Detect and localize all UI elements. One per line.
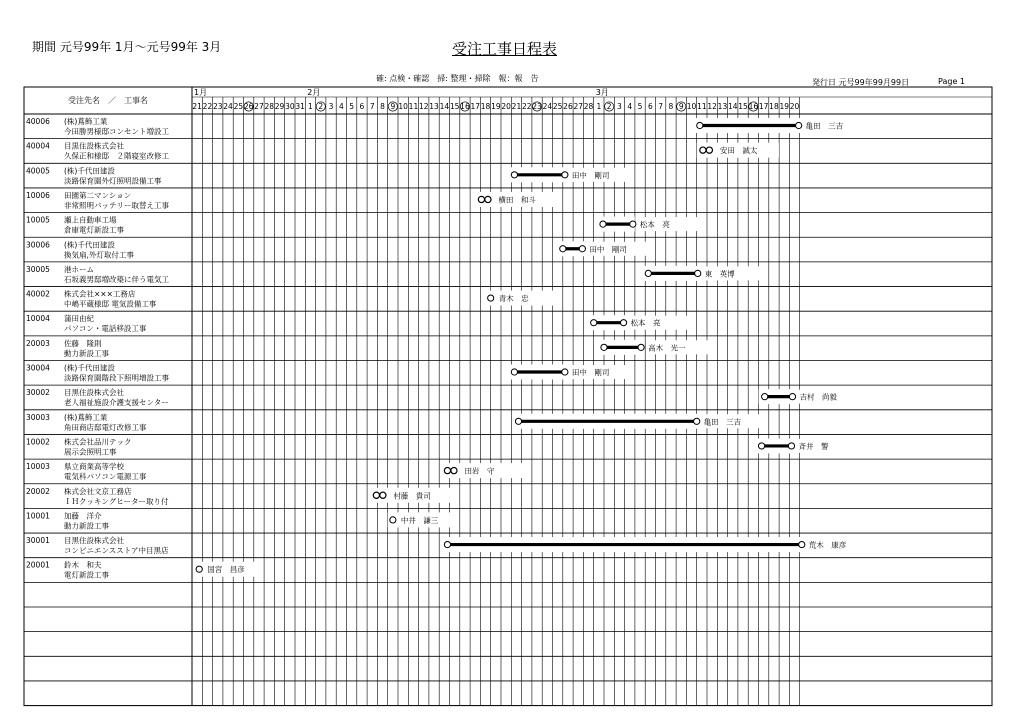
row-person: 松本 亮	[630, 318, 661, 328]
bar-start-marker	[758, 443, 764, 449]
single-marker	[390, 517, 396, 523]
day-label: 20	[501, 102, 511, 111]
row-work: 淡路保育園階段下照明増設工事	[64, 373, 169, 383]
row-client: (株)蔦飾工業	[64, 412, 108, 422]
row-person: 安田 誠太	[719, 146, 758, 156]
day-label: 19	[491, 102, 501, 111]
day-label: 12	[707, 102, 717, 111]
row-code: 40004	[26, 141, 50, 151]
day-label: 13	[429, 102, 439, 111]
double-marker	[700, 147, 706, 153]
day-label: 19	[779, 102, 790, 111]
row-code: 30002	[26, 388, 50, 398]
double-marker	[485, 196, 491, 202]
issue-date: 発行日 元号99年99月99日	[812, 78, 910, 87]
row-person: 国宮 昌彦	[207, 565, 245, 575]
day-label: 10	[398, 102, 408, 111]
row-client: 目黒住設株式会社	[64, 141, 124, 151]
row-person: 村藤 貴司	[393, 491, 431, 501]
month-label: 1月	[194, 88, 208, 97]
day-label: 1	[596, 102, 602, 111]
month-label: 3月	[595, 88, 609, 97]
bar-end-marker	[788, 443, 794, 449]
row-work: 展示会照明工事	[64, 447, 117, 457]
day-label: 31	[295, 102, 305, 111]
day-label: 16	[460, 102, 470, 111]
day-label: 1	[308, 102, 313, 111]
row-work: コンビニエンスストア中目黒店	[64, 546, 169, 556]
row-code: 20001	[26, 560, 50, 570]
row-client: 株式会社品川テック	[64, 437, 132, 447]
row-client: 株式会社×××工務店	[64, 289, 136, 299]
row-work: 中嶋平蔵様邸 電気設備工事	[64, 299, 157, 309]
day-label: 4	[338, 102, 344, 111]
row-person: 高木 光一	[648, 343, 686, 353]
day-label: 24	[223, 102, 233, 111]
row-person: 田岩 守	[464, 466, 495, 476]
row-person: 吉村 尚毅	[799, 392, 837, 402]
day-label: 11	[697, 102, 707, 111]
bar-start-marker	[591, 320, 597, 326]
day-label: 29	[274, 102, 285, 111]
day-label: 7	[658, 102, 664, 111]
row-work: 電灯新設工事	[64, 570, 109, 580]
row-code: 10002	[26, 437, 50, 447]
single-marker	[488, 295, 494, 301]
day-label: 12	[418, 102, 429, 111]
row-person: 田中 剛司	[589, 244, 627, 254]
bar-start-marker	[515, 418, 521, 424]
day-label: 3	[328, 102, 334, 111]
row-person: 横田 和斗	[498, 195, 536, 205]
legend-text: 確: 点検・確認 掃: 整理・掃除 報：報 告	[376, 74, 539, 83]
row-person: 青木 忠	[498, 294, 529, 304]
day-label: 18	[769, 102, 779, 111]
double-marker	[373, 492, 379, 498]
column-header-client-work: 受注先名 ／ 工事名	[68, 96, 148, 105]
day-label: 28	[264, 102, 275, 111]
day-label: 26	[243, 102, 254, 111]
row-person: 斉井 警	[798, 441, 829, 451]
row-person: 中井 謙三	[400, 515, 439, 525]
row-work: 老人福祉施設介護支援センター	[64, 398, 169, 408]
row-code: 10006	[26, 190, 50, 200]
double-marker	[444, 468, 450, 474]
month-label: 2月	[307, 88, 321, 97]
day-label: 22	[521, 102, 532, 111]
row-work: 角田商店邸電灯改修工事	[64, 422, 147, 432]
day-label: 20	[789, 102, 800, 111]
day-label: 21	[192, 102, 202, 111]
row-client: 加藤 洋介	[64, 511, 102, 521]
bar-start-marker	[697, 122, 703, 128]
day-label: 15	[738, 102, 748, 111]
bar-end-marker	[562, 172, 568, 178]
double-marker	[451, 468, 457, 474]
row-client: 瀬上自動車工場	[64, 215, 117, 225]
day-label: 11	[408, 102, 419, 111]
bar-end-marker	[695, 270, 701, 276]
day-label: 16	[748, 102, 759, 111]
day-label: 30	[285, 102, 295, 111]
row-client: 鈴木 和夫	[64, 560, 102, 570]
row-code: 10001	[26, 511, 50, 521]
bar-start-marker	[560, 246, 566, 252]
row-client: 目黒住設株式会社	[64, 388, 124, 398]
day-label: 2	[606, 102, 612, 111]
bar-end-marker	[579, 246, 585, 252]
row-work: 動力新設工事	[64, 348, 109, 358]
day-label: 9	[390, 102, 396, 111]
page-number: Page 1	[938, 77, 965, 86]
row-person: 松本 亮	[639, 220, 670, 230]
double-marker	[380, 492, 386, 498]
row-person: 荒木 康彦	[808, 540, 847, 550]
row-client: (株)千代田建設	[64, 240, 115, 250]
row-code: 20002	[26, 486, 50, 496]
bar-start-marker	[444, 541, 450, 547]
day-label: 25	[552, 102, 563, 111]
row-code: 10003	[26, 462, 50, 472]
row-work: 動力新設工事	[64, 521, 109, 531]
row-code: 20003	[26, 338, 50, 348]
day-label: 13	[717, 102, 728, 111]
row-person: 亀田 三吉	[703, 417, 742, 427]
day-label: 14	[727, 102, 738, 111]
day-label: 14	[439, 102, 450, 111]
day-label: 27	[573, 102, 584, 111]
row-client: 株式会社文京工務店	[64, 486, 132, 496]
day-label: 15	[449, 102, 460, 111]
row-person: 東 英博	[704, 269, 735, 279]
row-code: 40005	[26, 166, 50, 176]
row-client: 港ホーム	[64, 264, 94, 274]
bar-end-marker	[630, 221, 636, 227]
bar-end-marker	[799, 541, 805, 547]
bar-start-marker	[511, 369, 517, 375]
bar-start-marker	[601, 344, 607, 350]
day-label: 23	[212, 102, 223, 111]
row-client: 県立商業高等学校	[64, 462, 124, 472]
day-label: 22	[202, 102, 213, 111]
row-person: 田中 剛司	[571, 170, 610, 180]
row-client: 佐藤 隆則	[64, 338, 102, 348]
row-work: パソコン・電話移設工事	[64, 324, 147, 334]
row-code: 10004	[26, 314, 50, 324]
day-label: 9	[678, 102, 684, 111]
day-label: 27	[254, 102, 264, 111]
bar-start-marker	[600, 221, 606, 227]
row-code: 30003	[26, 412, 50, 422]
row-client: 目黒住設株式会社	[64, 536, 124, 546]
row-work: 倉庫電灯新設工事	[64, 225, 124, 235]
bar-start-marker	[645, 270, 651, 276]
day-label: 26	[563, 102, 573, 111]
row-work: 今田勝男様邸コンセント増設工	[64, 127, 169, 136]
row-code: 30001	[26, 536, 50, 546]
row-code: 40002	[26, 289, 50, 299]
day-label: 23	[532, 102, 542, 111]
row-client: 蒲田由紀	[64, 314, 94, 324]
row-code: 30005	[26, 264, 50, 274]
bar-end-marker	[789, 394, 795, 400]
day-label: 6	[359, 102, 365, 111]
bar-start-marker	[762, 394, 768, 400]
row-code: 40006	[26, 117, 50, 126]
bar-end-marker	[620, 320, 626, 326]
row-work: 非常照明バッテリー取替え工事	[64, 200, 169, 210]
day-label: 5	[349, 102, 355, 111]
row-code: 30006	[26, 240, 50, 250]
row-person: 亀田 三吉	[805, 121, 844, 131]
bar-end-marker	[562, 369, 568, 375]
day-label: 28	[583, 102, 594, 111]
day-label: 8	[380, 102, 385, 111]
bar-end-marker	[796, 122, 802, 128]
row-client: (株)千代田建設	[64, 363, 115, 373]
day-label: 3	[617, 102, 622, 111]
bar-end-marker	[694, 418, 700, 424]
double-marker	[478, 196, 484, 202]
period-label: 期間 元号99年 1月～元号99年 3月	[32, 40, 222, 54]
row-work: 石坂義男邸増改築に伴う電気工	[64, 274, 169, 284]
row-code: 10005	[26, 215, 50, 225]
row-work: 換気扇,外灯取付工事	[64, 250, 134, 260]
day-label: 5	[637, 102, 643, 111]
day-label: 4	[627, 102, 633, 111]
row-work: 久保正和様邸 ２階寝室改修工	[64, 151, 169, 161]
row-client: 田園第二マンション	[64, 190, 132, 200]
day-label: 18	[480, 102, 491, 111]
row-person: 田中 剛司	[571, 368, 610, 377]
row-code: 30004	[26, 363, 50, 373]
day-label: 24	[542, 102, 553, 111]
row-client: (株)千代田建設	[64, 166, 115, 176]
bar-start-marker	[511, 172, 517, 178]
row-client: (株)蔦飾工業	[64, 117, 108, 126]
day-label: 10	[686, 102, 697, 111]
day-label: 2	[318, 102, 324, 111]
day-label: 25	[233, 102, 244, 111]
double-marker	[706, 147, 712, 153]
row-work: 電気科パソコン電源工事	[64, 472, 147, 482]
page-title: 受注工事日程表	[452, 40, 558, 58]
day-label: 8	[668, 102, 674, 111]
bar-end-marker	[638, 344, 644, 350]
day-label: 17	[470, 102, 481, 111]
row-work: ＩＨクッキングヒーター取り付	[64, 496, 169, 506]
single-marker	[196, 566, 202, 572]
row-work: 淡路保育園外灯照明設備工事	[64, 176, 162, 186]
day-label: 7	[369, 102, 375, 111]
day-label: 21	[511, 102, 522, 111]
day-label: 17	[758, 102, 769, 111]
day-label: 6	[647, 102, 653, 111]
